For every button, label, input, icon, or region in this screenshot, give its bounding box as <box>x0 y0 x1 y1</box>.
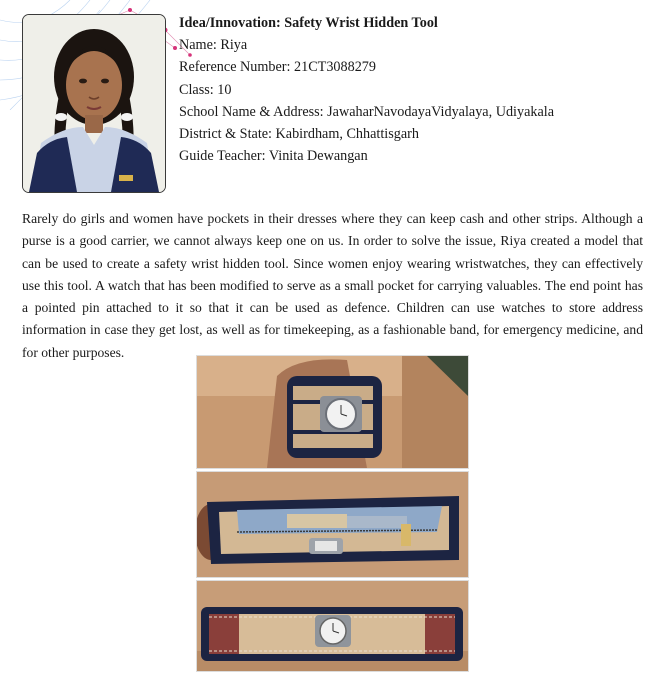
description-paragraph: Rarely do girls and women have pockets in their dresses where they can keep cash and other strips. Although a purse is a good carrier, we cannot always keep one on us. In order to solve the issue, Riya created a model that can be used to create a safety wrist hidden tool. Since women enjoy wearing wristwatches, they can effectively use this tool. A watch that has been modified to serve as a small pocket for carrying valuables. The end point has a pointed pin attached to it so that it can be used as defence. Children can use watches to store address information in case they get lost, as well as for timekeeping, as a fashionable band, for emergency medicine, and for other purposes. <box>22 211 643 360</box>
school-info: School Name & Address: JawaharNavodayaVidyalaya, Udiyakala <box>179 103 554 120</box>
idea-title: Idea/Innovation: Safety Wrist Hidden Tool <box>179 15 438 31</box>
guide-teacher: Guide Teacher: Vinita Dewangan <box>179 148 368 165</box>
student-name: Name: Riya <box>179 37 248 54</box>
photo-wrist-worn <box>196 355 469 469</box>
reference-number: Reference Number: 21CT3088279 <box>179 59 376 76</box>
student-photo <box>22 14 166 193</box>
district-info: District & State: Kabirdham, Chhattisgarh <box>179 126 419 143</box>
class-info: Class: 10 <box>179 81 232 98</box>
photo-pocket-open <box>196 471 469 578</box>
student-info <box>179 12 649 167</box>
photo-band-flat <box>196 580 469 672</box>
